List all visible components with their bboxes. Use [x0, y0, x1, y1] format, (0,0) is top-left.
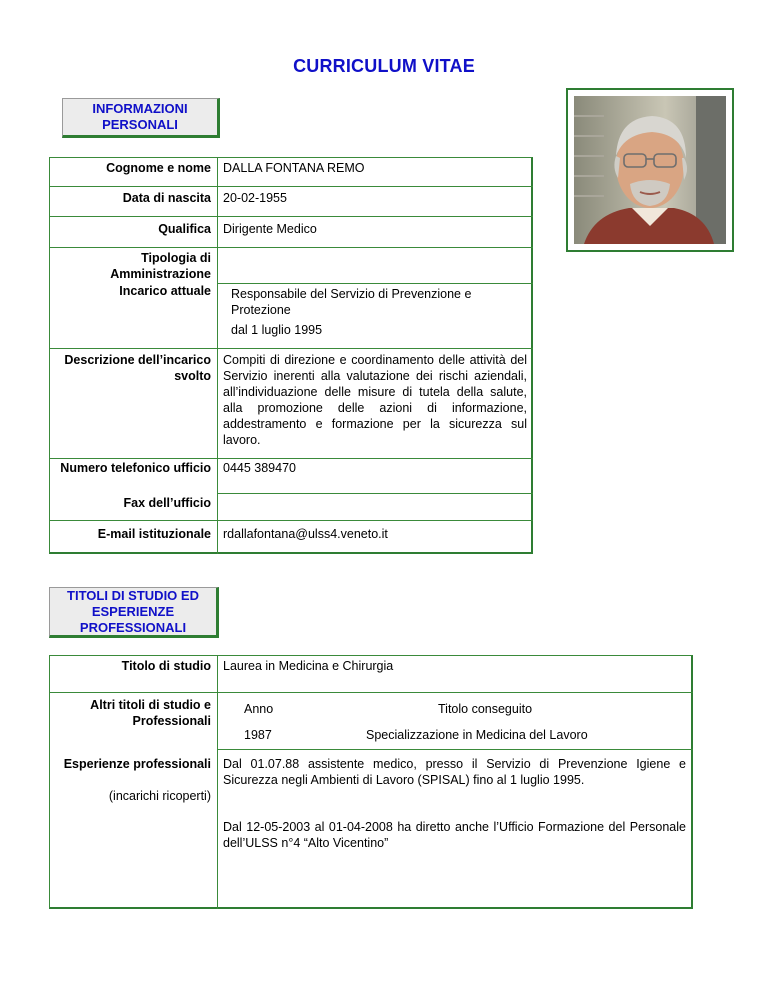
value-qualifica: Dirigente Medico — [223, 222, 317, 236]
row-divider — [217, 493, 533, 494]
value-data-nascita: 20-02-1955 — [223, 191, 287, 205]
value-numero-telefonico: 0445 389470 — [223, 461, 296, 475]
row-divider — [49, 186, 533, 187]
label-qualifica: Qualifica — [158, 222, 211, 236]
label-titolo-studio: Titolo di studio — [121, 659, 211, 673]
value-esperienze-2: Dal 12-05-2003 al 01-04-2008 ha diretto anche l’Ufficio Formazione del Personale dell’ULSS n°4 “Alto Vicentino” — [223, 820, 686, 850]
value-esperienze-1: Dal 01.07.88 assistente medico, presso il Servizio di Prevenzione Igiene e Sicurezza negli Ambienti di Lavoro (SPISAL) fino al 1 luglio 1995. — [223, 757, 686, 787]
photo-frame — [566, 88, 734, 252]
label-incarico-attuale: Incarico attuale — [119, 284, 211, 298]
row-divider — [49, 247, 533, 248]
value-email-istituzionale[interactable]: rdallafontana@ulss4.veneto.it — [223, 527, 388, 541]
label-incarichi-ricoperti: (incarichi ricoperti) — [108, 789, 211, 803]
column-header-anno: Anno — [244, 702, 274, 716]
row-divider — [217, 283, 533, 284]
column-divider — [217, 655, 218, 909]
value-cognome-nome: DALLA FONTANA REMO — [223, 161, 365, 175]
row-divider — [49, 348, 533, 349]
section-heading-personal: INFORMAZIONI PERSONALI — [62, 98, 220, 138]
label-numero-telefonico: Numero telefonico ufficio — [60, 461, 211, 475]
column-header-titolo-conseguito: Titolo conseguito — [438, 702, 533, 716]
label-descrizione-incarico: Descrizione dell’incarico svolto — [64, 353, 211, 383]
value-titolo-studio: Laurea in Medicina e Chirurgia — [223, 659, 394, 673]
label-esperienze-professionali: Esperienze professionali — [63, 757, 211, 771]
label-email-istituzionale: E-mail istituzionale — [97, 527, 211, 541]
value-incarico-attuale: Responsabile del Servizio di Prevenzione e Protezione — [231, 287, 472, 317]
row-divider — [49, 216, 533, 217]
value-descrizione-incarico: Compiti di direzione e coordinamento delle attività del Servizio inerenti alla valutazione dei rischi aziendali, all’individuazione delle misure di tutela della salute, alla promozione delle azioni di informazione, addestramento e formazione per la sicurezza sul lavoro. — [223, 353, 527, 447]
value-anno: 1987 — [244, 728, 272, 742]
row-divider — [217, 749, 693, 750]
row-divider — [49, 458, 533, 459]
section-heading-education: TITOLI DI STUDIO ED ESPERIENZE PROFESSIONALI — [49, 587, 219, 638]
value-incarico-data: dal 1 luglio 1995 — [231, 323, 323, 337]
label-altri-titoli: Altri titoli di studio e Professionali — [90, 698, 211, 728]
row-divider — [49, 520, 533, 521]
value-titolo-conseguito: Specializzazione in Medicina del Lavoro — [366, 728, 588, 742]
label-data-nascita: Data di nascita — [122, 191, 211, 205]
label-fax-ufficio: Fax dell’ufficio — [123, 496, 211, 510]
label-tipologia-amministrazione: Tipologia di Amministrazione — [110, 251, 211, 281]
document-title: CURRICULUM VITAE — [293, 56, 475, 76]
portrait-photo — [574, 96, 726, 244]
row-divider — [49, 692, 693, 693]
label-cognome-nome: Cognome e nome — [106, 161, 211, 175]
